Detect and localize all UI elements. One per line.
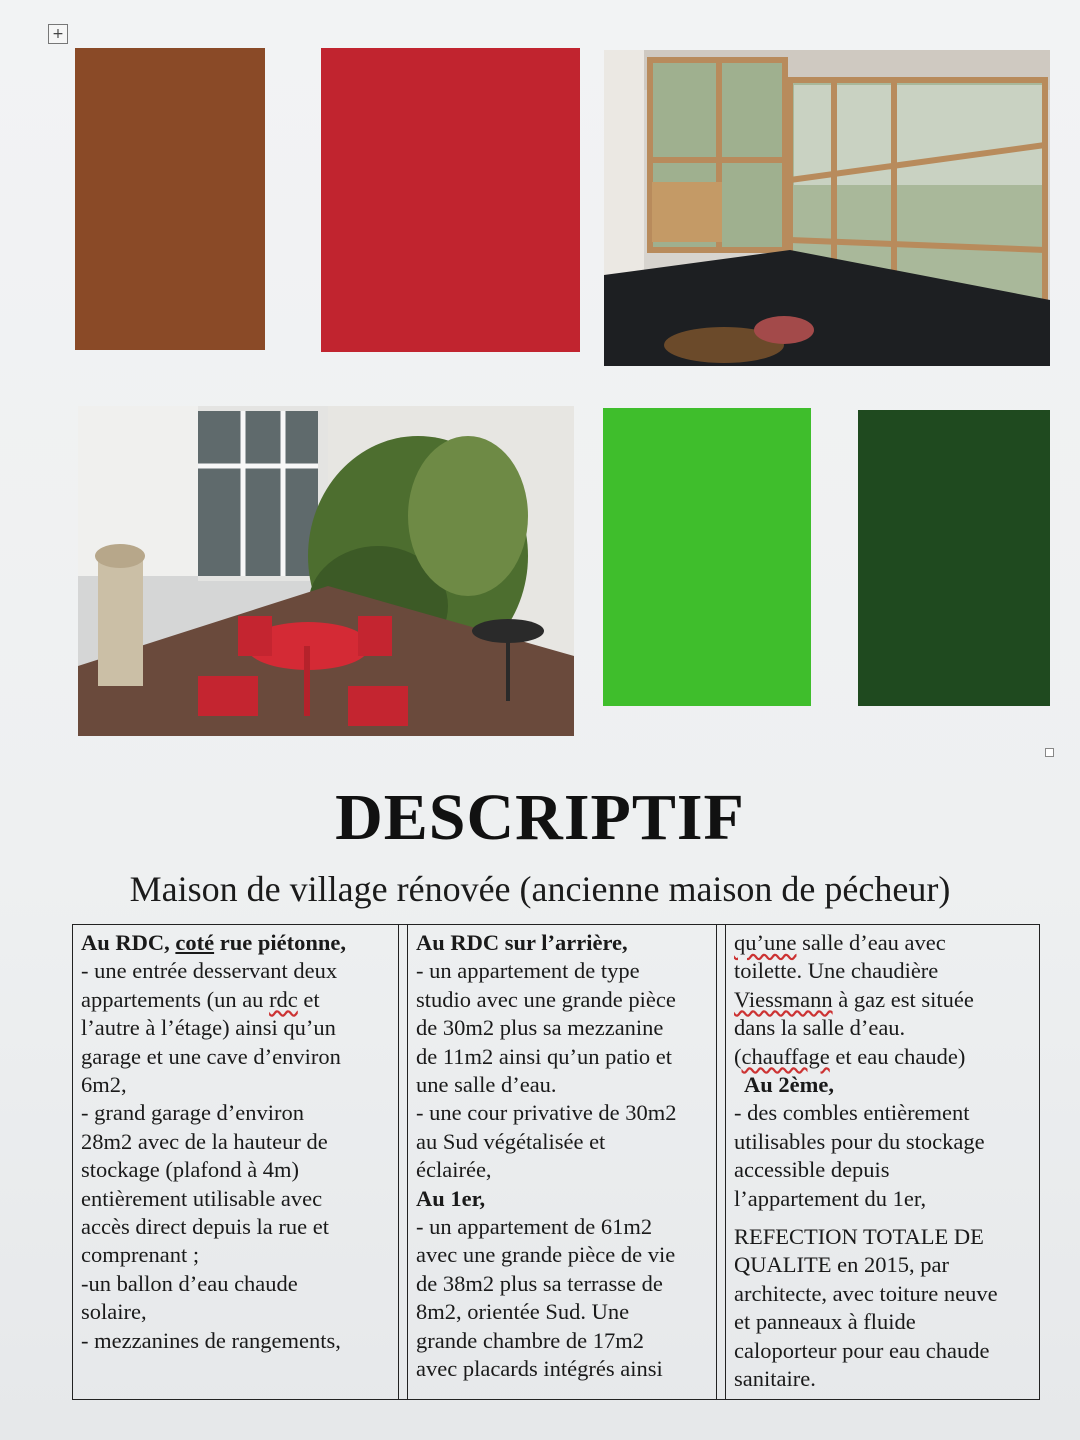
text-line: utilisables pour du stockage (734, 1128, 985, 1154)
text-line: (chauffage et eau chaude) (734, 1043, 966, 1069)
text-line: éclairée, (416, 1157, 492, 1183)
text-line: de 30m2 plus sa mezzanine (416, 1015, 664, 1041)
text-line: 6m2, (81, 1072, 127, 1098)
text-line: QUALITE en 2015, par (734, 1252, 949, 1278)
text-line: qu’une salle d’eau avec (734, 930, 946, 955)
text-line: - une entrée desservant deux (81, 958, 338, 984)
text-line: appartements (un au rdc et (81, 986, 320, 1012)
text-line: -un ballon d’eau chaude (81, 1270, 298, 1296)
text-line: de 38m2 plus sa terrasse de (416, 1270, 663, 1296)
paragraph-gap (734, 1213, 1035, 1223)
text-line: 8m2, orientée Sud. Une (416, 1299, 630, 1325)
text-line: sanitaire. (734, 1366, 816, 1392)
text-line: - mezzanines de rangements, (81, 1327, 341, 1353)
text-line: Viessmann à gaz est située (734, 986, 974, 1012)
text-line: entièrement utilisable avec (81, 1185, 323, 1211)
text-line: une salle d’eau. (416, 1072, 557, 1098)
veranda-interior-photo[interactable] (604, 50, 1050, 366)
text-line: dans la salle d’eau. (734, 1015, 906, 1041)
text-line: de 11m2 ainsi qu’un patio et (416, 1043, 672, 1069)
color-swatch-red[interactable] (321, 48, 580, 352)
color-swatch-dark-green[interactable] (858, 410, 1050, 706)
color-swatch-bright-green[interactable] (603, 408, 811, 706)
text-line: REFECTION TOTALE DE (734, 1224, 984, 1250)
text-line: avec placards intégrés ainsi (416, 1356, 663, 1382)
text-line: solaire, (81, 1299, 147, 1325)
move-anchor-icon[interactable]: + (48, 24, 68, 44)
text-line: garage et une cave d’environ (81, 1043, 341, 1069)
text-line: - des combles entièrement (734, 1100, 970, 1126)
text-line: - un appartement de 61m2 (416, 1214, 653, 1240)
description-column-1 (73, 925, 399, 1399)
section-heading: Au 1er, (416, 1185, 486, 1211)
section-heading: Au RDC sur l’arrière, (416, 930, 628, 955)
text-line: - un appartement de type (416, 958, 640, 984)
courtyard-terrace-photo[interactable] (78, 406, 574, 736)
text-line: accès direct depuis la rue et (81, 1214, 329, 1240)
text-line: au Sud végétalisée et (416, 1128, 606, 1154)
text-line: studio avec une grande pièce (416, 986, 676, 1012)
section-heading: Au 2ème, (744, 1072, 834, 1098)
text-line: l’appartement du 1er, (734, 1185, 927, 1211)
text-line: - une cour privative de 30m2 (416, 1100, 677, 1126)
text-line: accessible depuis (734, 1157, 890, 1183)
description-column-2 (407, 925, 717, 1399)
text-line: et panneaux à fluide (734, 1309, 916, 1335)
text-line: stockage (plafond à 4m) (81, 1157, 300, 1183)
color-swatch-brown[interactable] (75, 48, 265, 350)
description-table (72, 924, 1040, 1400)
text-line: comprenant ; (81, 1242, 200, 1268)
text-line: grande chambre de 17m2 (416, 1327, 645, 1353)
text-line: toilette. Une chaudière (734, 958, 939, 984)
text-line: 28m2 avec de la hauteur de (81, 1128, 328, 1154)
description-column-3 (725, 925, 1041, 1399)
text-line: caloporteur pour eau chaude (734, 1337, 990, 1363)
page-title: DESCRIPTIF (335, 781, 745, 854)
section-heading: Au RDC, coté rue piétonne, (81, 930, 346, 955)
text-line: - grand garage d’environ (81, 1100, 305, 1126)
text-line: avec une grande pièce de vie (416, 1242, 676, 1268)
text-line: architecte, avec toiture neuve (734, 1280, 998, 1306)
page-subtitle: Maison de village rénovée (ancienne maison de pécheur) (129, 869, 951, 909)
resize-handle-icon[interactable] (1045, 748, 1054, 757)
text-line: l’autre à l’étage) ainsi qu’un (81, 1015, 336, 1041)
